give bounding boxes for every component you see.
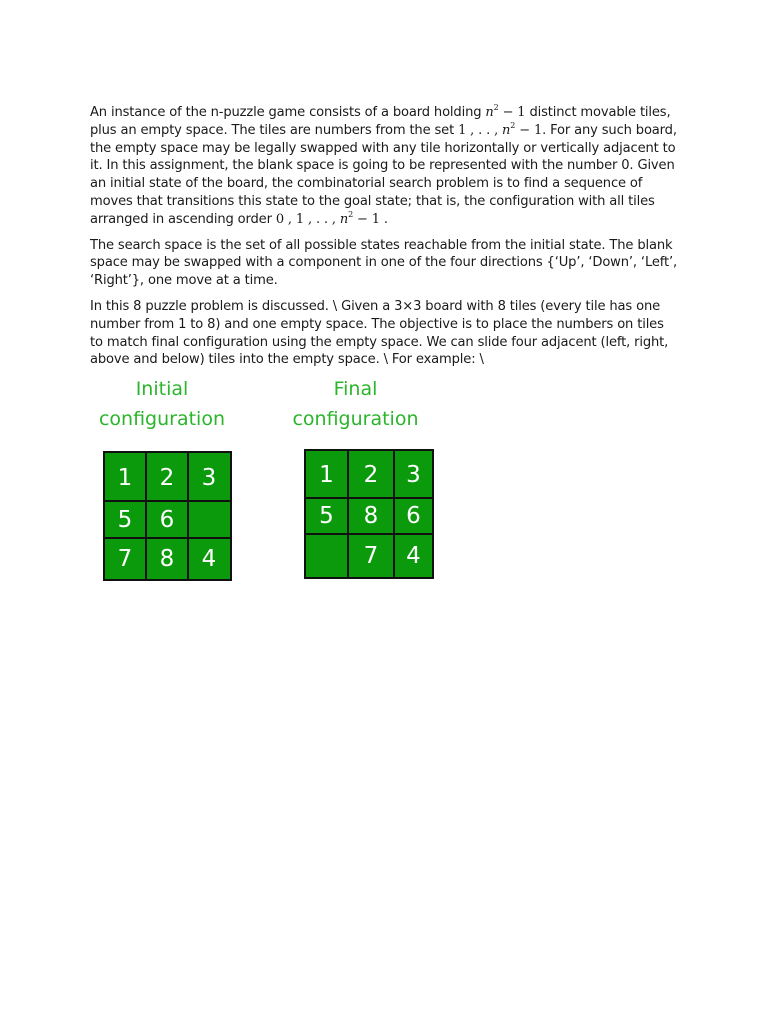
text-span: . For any such board, the empty space may be legally swapped with any tile horizontally or vertically adjacent to it. In this assignment, the blank space is going to be represented with the number 0. Given an initial state of the board, the combinatorial search problem is to find a sequence of moves that transitions this state to the goal state; that is, the configuration with all tiles arranged in ascending order [90, 122, 677, 227]
paragraph-8-puzzle: In this 8 puzzle problem is discussed. \ Given a 3×3 board with 8 tiles (every tile has one number from 1 to 8) and one empty space. The objective is to place the numbers on tiles to match final configuration using the empty space. We can slide four adjacent (left, right, above and below) tiles into the empty space. \ For example: \ [90, 298, 669, 368]
board-tile: 4 [201, 546, 217, 572]
document-body [90, 103, 680, 572]
math-n-squared-minus-one: $n^2 - 1$ [485, 103, 526, 120]
caption-line: Final [333, 378, 378, 400]
text-span: . [379, 211, 388, 227]
board-tile: 2 [159, 464, 175, 491]
text-span: distinct movable tiles, plus an empty space. The tiles are numbers from the set [90, 105, 671, 138]
board-tile-empty [189, 502, 229, 537]
board-tile: 3 [201, 464, 217, 491]
caption-line: configuration [98, 408, 226, 430]
board-tile: 8 [363, 503, 379, 529]
board-tile: 7 [117, 546, 133, 572]
initial-board [103, 451, 232, 581]
paragraph-search-space: The search space is the set of all possible states reachable from the initial state. The blank space may be swapped with a component in one of the four directions {‘Up’, ‘Down’, ‘Left’, ‘Right’}, one move at a time. [90, 237, 677, 289]
math-goal-sequence: 0 , 1 , . . , $n^2 - 1$ [275, 209, 380, 227]
initial-caption [92, 374, 232, 434]
caption-line: configuration [292, 408, 419, 430]
board-tile: 3 [406, 462, 421, 488]
paragraph-intro [90, 104, 680, 229]
board-tile: 5 [319, 503, 334, 529]
board-tile: 2 [363, 462, 379, 488]
board-tile: 6 [159, 506, 175, 533]
board-tile: 5 [117, 506, 133, 533]
board-tile: 4 [406, 543, 421, 569]
board-tile-empty [306, 535, 347, 577]
puzzle-figure [90, 374, 490, 594]
final-board [304, 449, 434, 579]
board-tile: 1 [117, 464, 133, 491]
text-span: An instance of the n-puzzle game consists of a board holding [90, 105, 486, 120]
board-tile: 7 [363, 543, 379, 569]
board-tile: 1 [319, 462, 334, 488]
math-tile-set: 1 , . . , $n^2 - 1$ [458, 120, 543, 138]
caption-line: Initial [135, 378, 189, 400]
board-tile: 8 [159, 546, 175, 572]
board-tile: 6 [406, 503, 421, 529]
final-caption [288, 374, 423, 434]
